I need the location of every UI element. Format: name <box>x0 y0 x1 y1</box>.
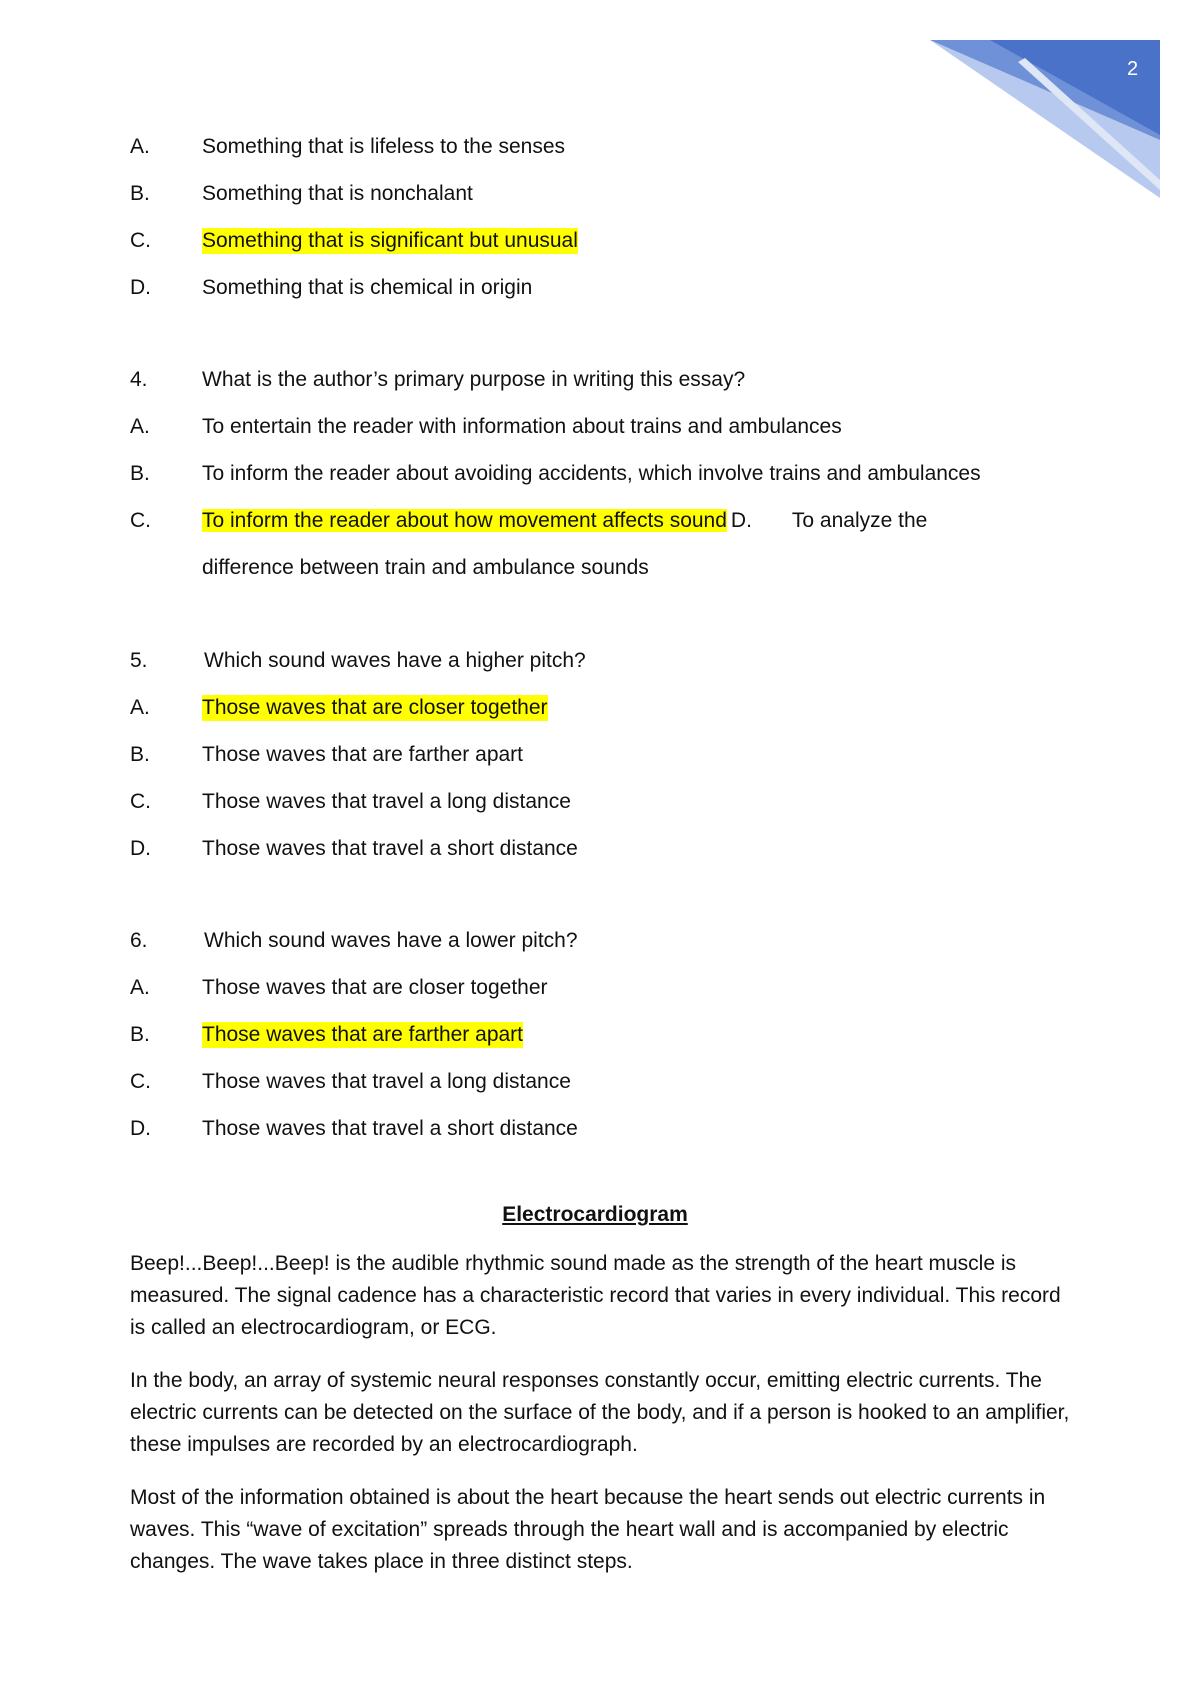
option-label: D. <box>730 509 752 532</box>
option-text-highlighted: Something that is significant but unusual <box>202 229 578 252</box>
option-text: Those waves that travel a short distance <box>202 1117 578 1140</box>
question-text: Which sound waves have a higher pitch? <box>204 649 586 672</box>
option-label: B. <box>130 1023 150 1046</box>
option-label: C. <box>130 790 151 813</box>
paragraph-3: Most of the information obtained is about the heart because the heart sends out electric currents in waves. This “wave of excitation” spreads through the heart wall and is accompanied by electric changes. The wave takes place in three distinct steps. <box>130 1486 1075 1573</box>
page-number: 2 <box>1127 58 1139 80</box>
option-text-highlighted: Those waves that are farther apart <box>202 1023 523 1046</box>
option-label: A. <box>130 415 150 438</box>
option-text: To inform the reader about avoiding accidents, which involve trains and ambulances <box>202 462 981 485</box>
option-text-highlighted: Those waves that are closer together <box>202 696 548 719</box>
option-text: Those waves that travel a long distance <box>202 1070 571 1093</box>
option-text: Something that is chemical in origin <box>202 276 533 299</box>
option-label: B. <box>130 462 150 485</box>
option-label: A. <box>130 135 150 158</box>
option-label: B. <box>130 182 150 205</box>
corner-decoration <box>930 40 1160 200</box>
question-number: 4. <box>130 368 148 391</box>
option-d-inline <box>731 509 927 532</box>
question-text: What is the author’s primary purpose in writing this essay? <box>202 368 746 391</box>
option-text: To entertain the reader with information about trains and ambulances <box>202 415 842 438</box>
option-label: C. <box>130 1070 151 1093</box>
option-label: C. <box>130 509 151 532</box>
paragraph-2: In the body, an array of systemic neural responses constantly occur, emitting electric currents. The electric currents can be detected on the surface of the body, and if a person is hooked to an amplifier, these impulses are recorded by an electrocardiograph. <box>130 1369 1070 1456</box>
option-text: Those waves that travel a long distance <box>202 790 571 813</box>
option-text: Those waves that are farther apart <box>202 743 523 766</box>
option-text: Those waves that travel a short distance <box>202 837 578 860</box>
option-label: D. <box>130 1117 151 1140</box>
option-label: C. <box>130 229 151 252</box>
option-text: difference between train and ambulance sounds <box>202 556 649 579</box>
option-c-and-d-line <box>202 508 927 534</box>
option-text: Something that is lifeless to the senses <box>202 135 566 158</box>
question-number: 5. <box>130 649 148 672</box>
option-label: D. <box>130 837 151 860</box>
section-title: Electrocardiogram <box>502 1203 688 1226</box>
question-number: 6. <box>130 929 148 952</box>
question-text: Which sound waves have a lower pitch? <box>204 929 578 952</box>
option-label: A. <box>130 976 150 999</box>
option-text: To analyze the <box>791 509 928 532</box>
option-text: Something that is nonchalant <box>202 182 473 205</box>
option-label: A. <box>130 696 150 719</box>
option-text: Those waves that are closer together <box>202 976 548 999</box>
paragraph-1: Beep!...Beep!...Beep! is the audible rhythmic sound made as the strength of the heart muscle is measured. The signal cadence has a characteristic record that varies in every individual. This record is called an electrocardiogram, or ECG. <box>130 1252 1061 1339</box>
option-text-highlighted: To inform the reader about how movement affects sound <box>202 509 727 532</box>
option-label: B. <box>130 743 150 766</box>
option-label: D. <box>130 276 151 299</box>
